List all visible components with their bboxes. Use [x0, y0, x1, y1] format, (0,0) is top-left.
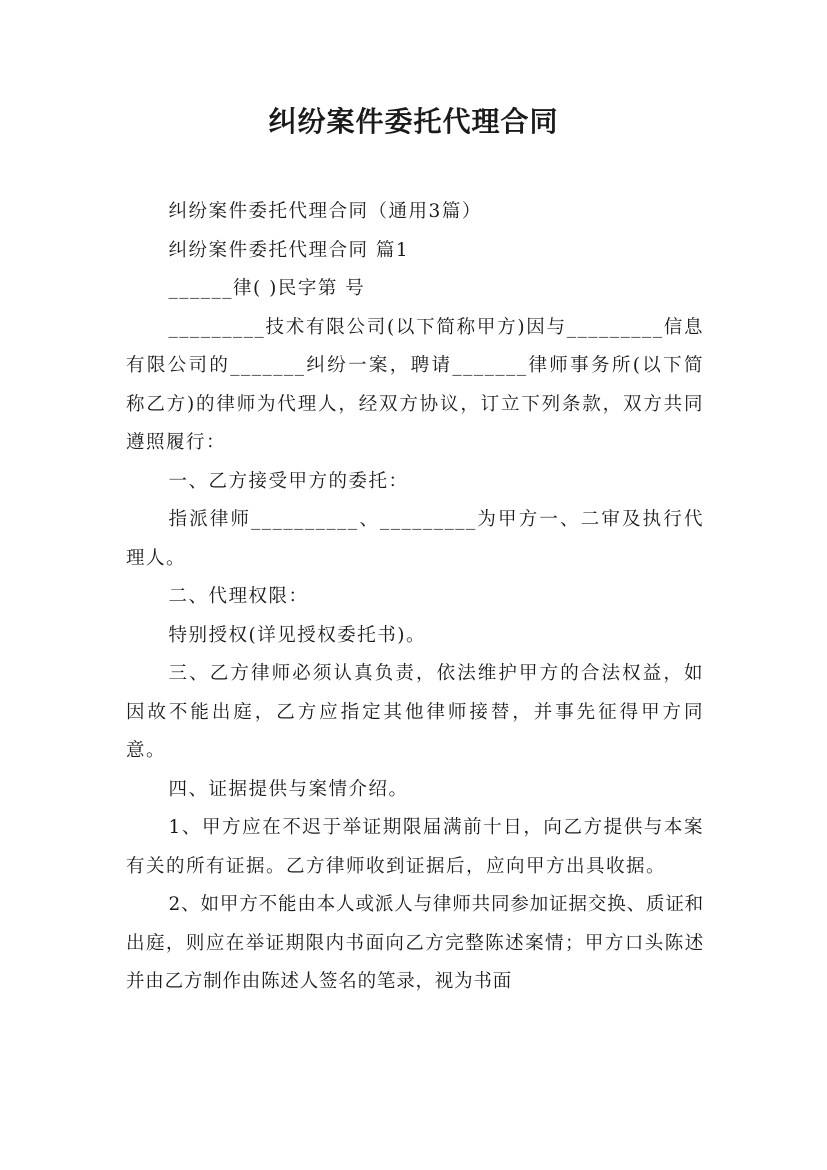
paragraph-clause-1-heading: 一、乙方接受甲方的委托：: [168, 470, 409, 492]
paragraph-clause-4-item-1: 1、甲方应在不迟于举证期限届满前十日，向乙方提供与本案有关的所有证据。乙方律师收到证据后，应向甲方出具收据。: [126, 817, 704, 877]
paragraph-clause-2-body: 特别授权(详见授权委托书)。: [168, 624, 426, 646]
paragraph-clause-2-heading: 二、代理权限：: [168, 586, 309, 607]
paragraph-case-number: ______律( )民字第 号: [168, 278, 366, 299]
paragraph-clause-3: 三、乙方律师必须认真负责，依法维护甲方的合法权益，如因故不能出庭，乙方应指定其他律师接替，并事先征得甲方同意。: [126, 663, 704, 761]
paragraph-clause-4-heading: 四、证据提供与案情介绍。: [168, 778, 409, 800]
paragraph-clause-4-item-2: 2、如甲方不能由本人或派人与律师共同参加证据交换、质证和出庭，则应在举证期限内书面向乙方完整陈述案情；甲方口头陈述并由乙方制作由陈述人签名的笔录，视为书面: [126, 894, 704, 992]
paragraph-section-heading: 纠纷案件委托代理合同 篇1: [168, 239, 410, 261]
paragraph-clause-1-body: 指派律师__________、_________为甲方一、二审及执行代理人。: [126, 509, 704, 569]
paragraph-subtitle: 纠纷案件委托代理合同（通用3篇）: [168, 201, 482, 222]
document-title: 纠纷案件委托代理合同: [268, 105, 559, 138]
paragraph-preamble: _________技术有限公司(以下简称甲方)因与_________信息有限公司的_______纠纷一案，聘请_______律师事务所(以下简称乙方)的律师为代理人，经双方协议，订立下列条款，双方共同遵照履行：: [126, 316, 704, 453]
document-body: [126, 193, 704, 1002]
